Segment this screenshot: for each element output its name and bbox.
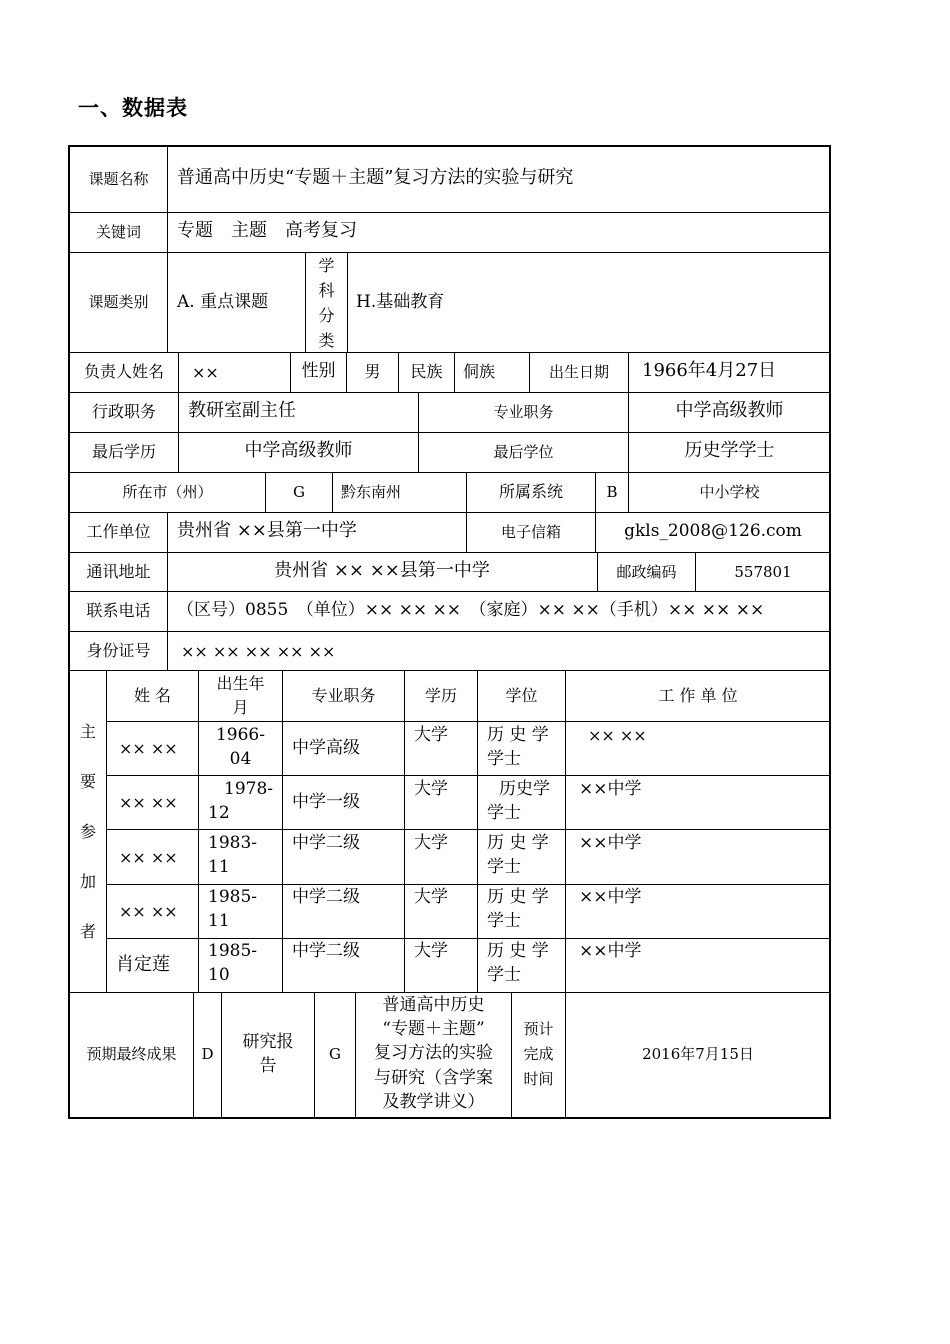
member-birth: 1978- — [224, 779, 274, 799]
phone-label: 联系电话 — [86, 601, 151, 620]
outcome-form: 研究报 — [242, 1032, 294, 1052]
members-side-char: 参 — [79, 822, 96, 841]
member-name: ×× ×× — [119, 848, 178, 867]
grid-line — [167, 512, 168, 671]
grid-line — [106, 938, 831, 939]
grid-line — [68, 552, 831, 553]
outcome-title: 复习方法的实验 — [374, 1043, 493, 1063]
education-value: 中学高级教师 — [244, 440, 353, 461]
admin-title-value: 教研室副主任 — [188, 400, 296, 421]
member-birth: 11 — [208, 911, 230, 931]
city-label: 所在市（州） — [122, 483, 213, 501]
email-label: 电子信箱 — [500, 523, 561, 541]
postcode-value: 557801 — [734, 563, 792, 581]
member-unit: ××中学 — [579, 941, 642, 961]
workplace-value: 贵州省 ××县第一中学 — [177, 520, 357, 541]
finish-label: 完成 — [523, 1045, 554, 1063]
member-title: 中学二级 — [292, 887, 360, 907]
member-birth: 04 — [229, 749, 252, 769]
leader-name-value: ×× — [192, 363, 219, 382]
section-heading: 一、数据表 — [78, 96, 188, 120]
grid-line — [106, 670, 107, 993]
subject-label-char: 类 — [318, 331, 335, 350]
member-birth: 1966- — [215, 725, 265, 745]
birth-label: 出生日期 — [548, 363, 609, 381]
leader-name-label: 负责人姓名 — [83, 362, 164, 381]
grid-line — [68, 352, 831, 353]
member-header-education: 学历 — [424, 686, 457, 705]
gender-label: 性别 — [301, 361, 336, 381]
system-code: B — [606, 483, 618, 501]
grid-line — [68, 512, 831, 513]
member-degree: 学士 — [487, 803, 521, 823]
degree-value: 历史学学士 — [684, 440, 775, 461]
member-unit: ××中学 — [579, 779, 642, 799]
grid-line — [628, 352, 629, 393]
member-degree: 学士 — [487, 965, 521, 985]
member-header-degree: 学位 — [505, 686, 538, 705]
keywords-label: 关键词 — [95, 223, 141, 241]
member-birth: 10 — [208, 965, 230, 985]
grid-line — [332, 472, 333, 513]
member-header-birth: 出生年 — [216, 674, 265, 693]
members-side-char: 主 — [79, 722, 96, 741]
grid-line — [68, 212, 831, 213]
member-name: ×× ×× — [119, 902, 178, 921]
grid-line — [68, 631, 831, 632]
grid-line — [68, 432, 831, 433]
grid-line — [106, 829, 831, 830]
education-label: 最后学历 — [91, 442, 156, 461]
postcode-label: 邮政编码 — [616, 563, 677, 581]
member-unit: ××中学 — [579, 887, 642, 907]
member-education: 大学 — [414, 725, 448, 745]
grid-line — [167, 145, 168, 253]
ethnicity-label: 民族 — [410, 362, 443, 381]
members-side-char: 要 — [79, 772, 96, 791]
member-title: 中学一级 — [292, 792, 360, 812]
outcome-type-code: G — [329, 1045, 341, 1063]
member-degree: 历 史 学 — [487, 725, 549, 745]
degree-label: 最后学位 — [493, 443, 554, 461]
member-education: 大学 — [414, 941, 448, 961]
ethnicity-value: 侗族 — [463, 362, 496, 381]
member-education: 大学 — [414, 779, 448, 799]
member-name: ×× ×× — [119, 739, 178, 758]
grid-line — [282, 670, 283, 993]
system-value: 中小学校 — [699, 483, 760, 501]
grid-line — [565, 670, 566, 993]
gender-value: 男 — [364, 362, 381, 381]
member-title: 中学二级 — [292, 941, 360, 961]
address-value: 贵州省 ×× ××县第一中学 — [274, 560, 490, 581]
pro-title-label: 专业职务 — [493, 403, 554, 421]
grid-line — [178, 352, 179, 393]
grid-line — [106, 775, 831, 776]
city-code: G — [293, 483, 305, 501]
member-title: 中学二级 — [292, 833, 360, 853]
member-birth: 12 — [208, 803, 230, 823]
grid-line — [68, 472, 831, 473]
grid-line — [198, 670, 199, 993]
members-side-char: 者 — [79, 922, 96, 941]
admin-title-label: 行政职务 — [91, 402, 156, 421]
pro-title-value: 中学高级教师 — [675, 400, 784, 421]
category-value: A. 重点课题 — [177, 292, 269, 312]
grid-line — [167, 252, 168, 353]
finish-label: 预计 — [523, 1020, 554, 1038]
member-birth: 11 — [208, 857, 230, 877]
grid-line — [477, 670, 478, 993]
member-unit: ××中学 — [579, 833, 642, 853]
outcome-title: 及教学讲义） — [382, 1092, 485, 1112]
grid-line — [347, 252, 348, 353]
outcome-title: 与研究（含学案 — [374, 1068, 493, 1088]
member-degree: 学士 — [487, 911, 521, 931]
member-header-unit: 工 作 单 位 — [658, 686, 738, 705]
member-header-title: 专业职务 — [311, 686, 376, 705]
member-header-name: 姓 名 — [133, 686, 172, 705]
grid-line — [68, 591, 831, 592]
category-label: 课题类别 — [88, 293, 149, 311]
member-education: 大学 — [414, 833, 448, 853]
finish-label: 时间 — [523, 1070, 554, 1088]
grid-line — [404, 670, 405, 993]
workplace-label: 工作单位 — [86, 522, 151, 541]
subject-label-char: 分 — [318, 306, 335, 325]
email-value: gkls_2008@126.com — [624, 521, 802, 541]
member-education: 大学 — [414, 887, 448, 907]
member-degree: 历 史 学 — [487, 941, 549, 961]
grid-line — [106, 884, 831, 885]
outcome-title: 普通高中历史 — [382, 995, 485, 1015]
grid-line — [68, 992, 831, 993]
grid-line — [454, 352, 455, 393]
project-name-value: 普通高中历史“专题＋主题”复习方法的实验与研究 — [177, 167, 574, 188]
grid-line — [68, 670, 831, 671]
system-label: 所属系统 — [498, 482, 563, 501]
address-label: 通讯地址 — [86, 562, 151, 581]
outcome-title: “专题＋主题” — [382, 1019, 485, 1039]
member-degree: 学士 — [487, 857, 521, 877]
outcome-form: 告 — [259, 1056, 277, 1076]
member-degree: 学士 — [487, 749, 521, 769]
member-name: 肖定莲 — [116, 954, 170, 975]
subject-value: H.基础教育 — [356, 292, 445, 312]
finish-value: 2016年7月15日 — [642, 1045, 754, 1063]
member-title: 中学高级 — [292, 738, 360, 758]
member-degree: 历史学 — [499, 779, 550, 799]
outcome-form-code: D — [201, 1045, 214, 1063]
city-value: 黔东南州 — [341, 483, 402, 501]
grid-line — [106, 721, 831, 722]
grid-line — [68, 252, 831, 253]
birth-value: 1966年4月27日 — [642, 360, 777, 381]
keywords-value: 专题 主题 高考复习 — [177, 220, 357, 241]
member-birth: 1985- — [208, 941, 258, 961]
subject-label-char: 学 — [318, 256, 335, 275]
member-unit: ×× ×× — [588, 726, 647, 745]
id-label: 身份证号 — [86, 641, 151, 660]
outcome-label: 预期最终成果 — [86, 1045, 177, 1063]
project-name-label: 课题名称 — [88, 170, 149, 188]
id-value: ×× ×× ×× ×× ×× — [181, 642, 336, 661]
members-side-char: 加 — [79, 872, 96, 891]
member-degree: 历 史 学 — [487, 833, 549, 853]
phone-value: （区号）0855 （单位）×× ×× ×× （家庭）×× ××（手机）×× ×× ×× — [177, 600, 765, 620]
member-degree: 历 史 学 — [487, 887, 549, 907]
member-name: ×× ×× — [119, 793, 178, 812]
member-header-birth: 月 — [232, 698, 249, 717]
subject-label-char: 科 — [318, 281, 335, 300]
member-birth: 1983- — [208, 833, 258, 853]
member-birth: 1985- — [208, 887, 258, 907]
grid-line — [68, 392, 831, 393]
